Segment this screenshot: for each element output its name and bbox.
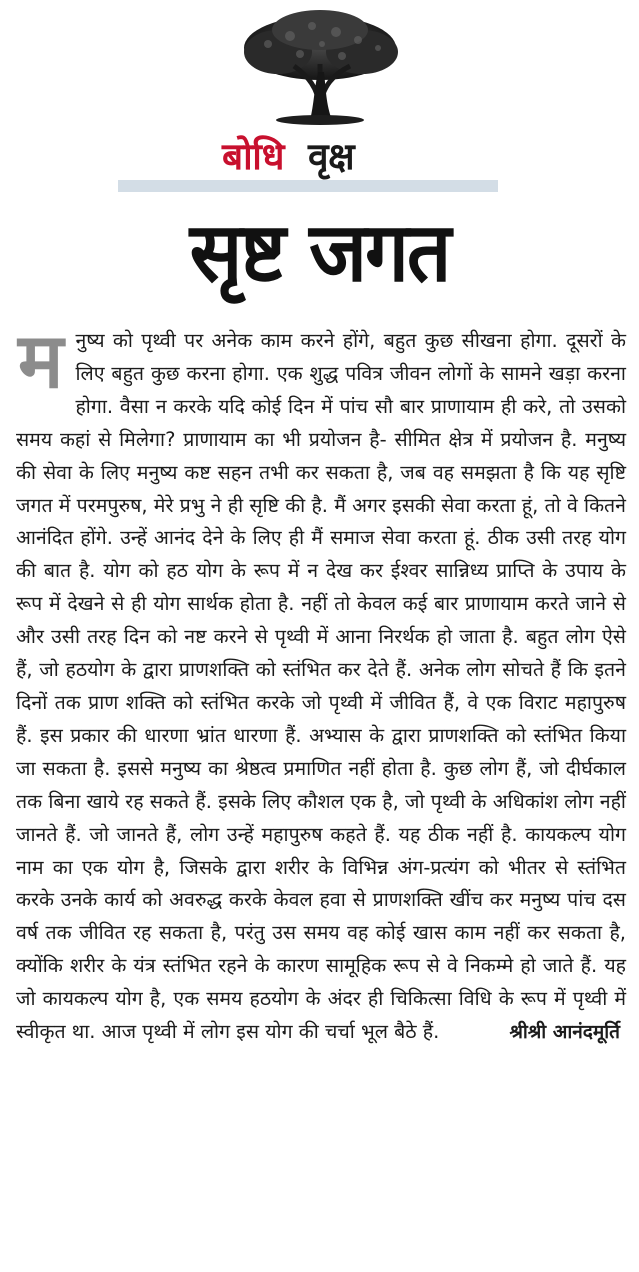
tree-icon [238,8,402,126]
article [16,316,626,1049]
article-text: नुष्य को पृथ्वी पर अनेक काम करने होंगे, बहुत कुछ सीखना होगा. दूसरों के लिए बहुत कुछ करना होगा. एक शुद्ध पवित्र जीवन लोगों के सामने खड़ा करना होगा. वैसा न करके यदि कोई दिन में पांच सौ बार प्राणायाम ही करे, तो उसको समय कहां से मिलेगा? प्राणायाम का भी प्रयोजन है- सीमित क्षेत्र में प्रयोजन है. मनुष्य की सेवा के लिए मनुष्य कष्ट सहन तभी कर सकता है, जब वह समझता है कि यह सृष्टि जगत में परमपुरुष, मेरे प्रभु ने ही सृष्टि की है. मैं अगर इसकी सेवा करता हूं, तो वे कितने आनंदित होंगे. उन्हें आनंद देने के लिए ही मैं समाज सेवा करता हूं. ठीक उसी तरह योग की बात है. योग को हठ योग के रूप में न देख कर ईश्वर सान्निध्य प्राप्ति के उपाय के रूप में देखने से ही योग सार्थक होता है. नहीं तो केवल कई बार प्राणायाम करते जाने से और उसी तरह दिन को नष्ट करने से पृथ्वी में आना निरर्थक हो जाता है. बहुत लोग ऐसे हैं, जो हठयोग के द्वारा प्राणशक्ति को स्तंभित कर देते हैं. अनेक लोग सोचते हैं कि इतने दिनों तक प्राण शक्ति को स्तंभित करके जो पृथ्वी में जीवित हैं, वे एक विराट महापुरुष हैं. इस प्रकार की धारणा भ्रांत धारणा हैं. अभ्यास के द्वारा प्राणशक्ति को स्तंभित किया जा सकता है. इससे मनुष्य का श्रेष्ठत्व प्रमाणित नहीं होता है. कुछ लोग हैं, जो दीर्घकाल तक बिना खाये रह सकते हैं. इसके लिए कौशल एक है, जो पृथ्वी के अधिकांश लोग नहीं जानते हैं. जो जानते हैं, लोग उन्हें महापुरुष कहते हैं. यह ठीक नहीं है. कायकल्प योग नाम का एक योग है, जिसके द्वारा शरीर के विभिन्न अंग-प्रत्यंग को भीतर से स्तंभित करके उनके कार्य को अवरुद्ध करके केवल हवा से प्राणशक्ति खींच कर मनुष्य पांच दस वर्ष तक जीवित रह सकता है, परंतु उस समय वह कोई खास काम नहीं कर सकता है, क्योंकि शरीर के यंत्र स्तंभित रहने के कारण सामूहिक रूप से वे निकम्मे हो जाते हैं. यह जो कायकल्प योग है, एक समय हठयोग के अंदर ही चिकित्सा विधि के रूप में पृथ्वी में स्वीकृत था. आज पृथ्वी में लोग इस योग की चर्चा भूल बैठे हैं. [16,329,626,1044]
column-header-bar [118,180,498,192]
article-body [16,316,626,1049]
headline: सृष्ट जगत [189,205,450,301]
column-title: वृक्ष [308,135,355,178]
drop-cap: म [18,316,64,405]
author-byline: श्रीश्री आनंदमूर्ति [509,1021,620,1044]
column-header [118,132,498,196]
column-title-accent: बोधि [222,135,285,178]
